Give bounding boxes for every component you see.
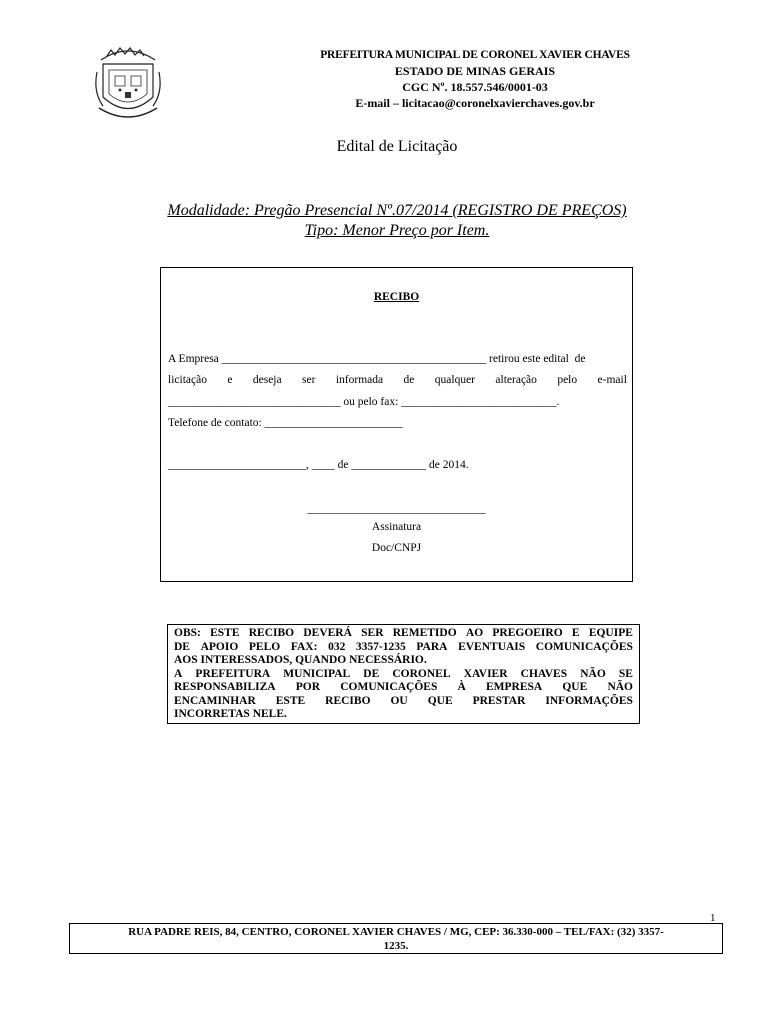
- word: XAVIER: [463, 667, 508, 680]
- word: INFORMAÇÕES: [545, 694, 633, 707]
- signature-line: _______________________________: [307, 503, 486, 515]
- obs-line: [174, 681, 633, 695]
- company-label: A Empresa: [168, 353, 219, 365]
- obs-line: [174, 668, 633, 682]
- modality-block: [0, 201, 770, 241]
- receipt-company-line: [168, 352, 585, 366]
- receipt-phone-line: [168, 416, 403, 430]
- word: À: [457, 681, 466, 693]
- word: CORONEL: [392, 667, 451, 680]
- receipt-box: [160, 267, 633, 582]
- obs-line: [174, 627, 633, 641]
- word: OBS:: [174, 627, 201, 639]
- word: COMUNICAÇÕES: [535, 640, 633, 653]
- letterhead: [280, 47, 670, 111]
- word: e: [227, 374, 233, 386]
- footer-line-1: RUA PADRE REIS, 84, CENTRO, CORONEL XAVIER CHAVES / MG, CEP: 36.330-000 – TEL/FAX: (32) 3357-: [128, 926, 664, 938]
- phone-blank: ________________________: [264, 417, 403, 429]
- word: MUNICIPAL: [283, 667, 351, 680]
- obs-line: [174, 708, 633, 722]
- word: PELO: [248, 640, 281, 653]
- word: SER: [361, 627, 384, 639]
- footer-line-2: 1235.: [383, 940, 409, 952]
- word: licitação: [168, 374, 207, 386]
- word: QUE: [562, 681, 588, 693]
- word: A: [174, 667, 183, 680]
- modality-text: Modalidade: Pregão Presencial Nº.07/2014 (REGISTRO DE PREÇOS): [167, 202, 627, 219]
- header-municipality: PREFEITURA MUNICIPAL DE CORONEL XAVIER CHAVES: [320, 49, 630, 61]
- receipt-contact-line: [168, 395, 559, 409]
- word: DE: [174, 640, 190, 653]
- header-email: E-mail – licitacao@coronelxavierchaves.gov.br: [355, 96, 595, 110]
- word: PREGOEIRO: [492, 627, 563, 639]
- word: APOIO: [200, 640, 239, 653]
- date-year: de 2014.: [428, 459, 469, 471]
- word: REMETIDO: [392, 627, 457, 639]
- header-cgc: CGC Nº. 18.557.546/0001-03: [402, 80, 548, 94]
- obs-line: [174, 695, 633, 709]
- company-blank: ______________________________________________: [221, 353, 487, 365]
- document-title: Edital de Licitação: [336, 138, 458, 155]
- word: NÃO: [607, 681, 633, 693]
- word: RECIBO: [325, 694, 371, 707]
- word: deseja: [252, 374, 282, 386]
- word: SE: [618, 667, 633, 680]
- email-blank: ______________________________: [168, 396, 341, 408]
- word: 032: [328, 640, 346, 653]
- word: ser: [302, 374, 316, 386]
- word: EVENTUAIS: [458, 640, 526, 653]
- fax-label: ou pelo fax:: [343, 396, 399, 408]
- company-line-end: retirou este edital de: [489, 353, 586, 365]
- word: qualquer: [434, 374, 476, 386]
- receipt-title: RECIBO: [373, 291, 420, 303]
- word: FAX:: [290, 640, 318, 653]
- obs-line: [174, 641, 633, 655]
- word: pelo: [557, 374, 578, 386]
- word: INCORRETAS NELE.: [174, 708, 287, 720]
- header-state: ESTADO DE MINAS GERAIS: [394, 64, 556, 78]
- word: E: [571, 627, 580, 639]
- word: DE: [363, 667, 380, 680]
- word: POR: [295, 681, 321, 693]
- signature-label: Assinatura: [371, 521, 422, 533]
- word: EQUIPE: [588, 627, 633, 639]
- doc-cnpj-label: Doc/CNPJ: [371, 542, 422, 554]
- word: PREFEITURA: [195, 667, 271, 680]
- word: PRESTAR: [472, 694, 526, 707]
- word: EMPRESA: [485, 681, 543, 693]
- word: NÃO: [580, 667, 606, 680]
- word: de: [403, 374, 415, 386]
- word: ESTE: [210, 627, 240, 639]
- word: RECIBO: [248, 627, 295, 639]
- fax-blank: ___________________________.: [401, 396, 560, 408]
- day-blank: ____: [311, 459, 335, 471]
- date-de: de: [337, 459, 349, 471]
- observation-box: [167, 624, 640, 724]
- receipt-notice-line: [168, 374, 627, 386]
- city-blank: ________________________,: [168, 459, 309, 471]
- word: ENCAMINHAR: [174, 694, 256, 707]
- receipt-date-line: [168, 458, 469, 472]
- word: AOS INTERESSADOS, QUANDO NECESSÁRIO.: [174, 654, 427, 666]
- word: 3357-1235: [355, 640, 406, 653]
- word: OU: [390, 694, 408, 707]
- word: COMUNICAÇÕES: [340, 681, 438, 693]
- footer-address: [69, 923, 723, 954]
- word: DEVERÁ: [303, 627, 352, 639]
- word: alteração: [495, 374, 537, 386]
- word: CHAVES: [520, 667, 568, 680]
- word: RESPONSABILIZA: [174, 681, 276, 693]
- page-number: 1: [710, 912, 716, 924]
- phone-label: Telefone de contato:: [168, 417, 262, 429]
- month-blank: _____________: [351, 459, 427, 471]
- word: PARA: [416, 640, 448, 653]
- coat-of-arms-icon: [93, 42, 163, 122]
- word: AO: [465, 627, 484, 639]
- word: ESTE: [275, 694, 306, 707]
- word: QUE: [427, 694, 453, 707]
- type-text: Tipo: Menor Preço por Item.: [304, 222, 490, 239]
- word: e-mail: [597, 374, 627, 386]
- word: informada: [335, 374, 384, 386]
- obs-line: [174, 654, 633, 668]
